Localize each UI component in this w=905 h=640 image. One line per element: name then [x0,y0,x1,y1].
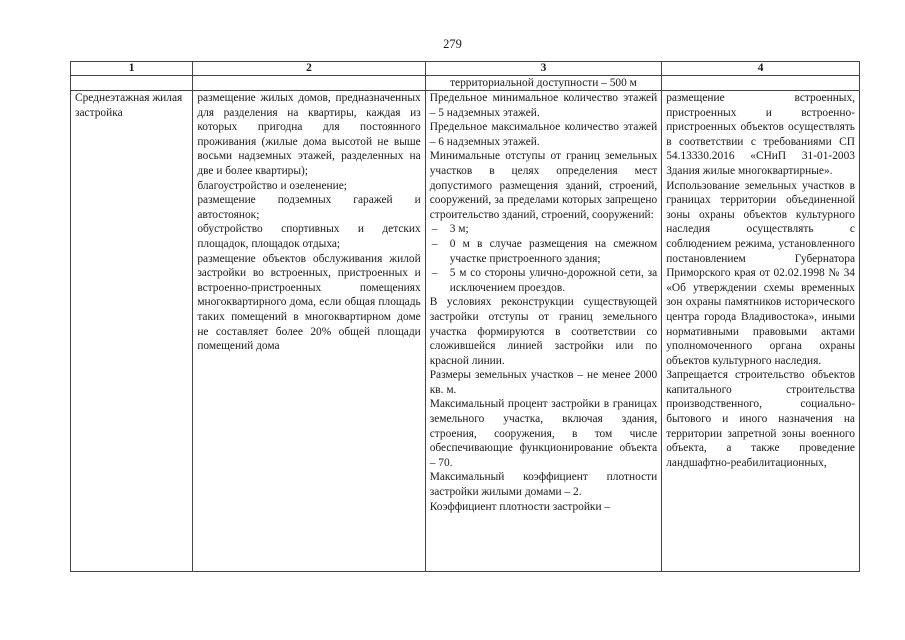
zone-name: Среднеэтажная жилая застройка [75,92,183,119]
page-number: 279 [443,37,462,51]
dash-marker: – [431,237,438,250]
restrictions-cell [662,91,860,572]
dash-marker: – [431,267,438,280]
permitted-use-4: обустройство спортивных и детских площадок, площадок отдыха; [197,223,421,250]
setback-item-text: 0 м в случае размещения на смежном участке пристроенного здания; [449,237,658,265]
continuation-row [71,76,860,91]
parameter-max-coverage: Максимальный процент застройки в границах земельного участка, включая здания, строения, сооружения, в том числе обеспечивающие функционирование объекта – 70. [429,398,658,469]
continuation-text: территориальной доступности – 500 м [450,77,637,89]
setback-item-text: 5 м со стороны улично-дорожной сети, за исключением проездов. [449,267,658,294]
setback-item-text: 3 м; [449,223,469,236]
continuation-cell-1 [71,76,193,91]
setback-item [430,237,657,266]
setback-list [430,222,657,295]
setback-item [430,266,657,295]
setback-item [430,222,657,237]
column-header-4: 4 [662,62,860,76]
restriction-heritage-zone: Использование земельных участков в границах территории объединенной зоны охраны объектов культурного наследия осуществлять с соблюдением режима, установленного постановлением Губернатора Приморского края от 02.02.1998 № 34 «Об утверждении схемы временных зон охраны памятников исторического центра города Владивостока», иными нормативными правовыми актами уполномоченного органа охраны объектов культурного наследия. [666,179,855,367]
parameter-setbacks: Минимальные отступы от границ земельных участков в целях определения мест допустимого размещения зданий, строений, сооружений, за пределами которых запрещено строительство зданий, строений, сооружений: [429,150,658,221]
parameters-cell [425,91,661,572]
permitted-use-1: размещение жилых домов, предназначенных для разделения на квартиры, каждая из которых пригодна для постоянного проживания (жилые дома высотой не выше восьми надземных этажей, разделенных на две и более квартиры); [197,92,421,177]
dash-marker: – [431,223,438,236]
permitted-uses-cell [193,91,425,572]
zone-name-cell [71,91,193,572]
parameter-plot-size: Размеры земельных участков – не менее 2000 кв. м. [429,369,658,396]
parameter-min-floors: Предельное минимальное количество этажей – 5 надземных этажей. [429,92,658,119]
permitted-use-2: благоустройство и озеленение; [197,179,347,192]
parameter-density-residential: Максимальный коэффициент плотности застройки жилыми домами – 2. [429,471,658,499]
zoning-table [70,61,860,572]
continuation-cell-4 [662,76,860,91]
parameter-reconstruction: В условиях реконструкции существующей застройки отступы от границ земельного участка формируются в соответствии со сложившейся линией застройки или по красной линии. [429,296,658,367]
column-header-1: 1 [71,62,193,76]
permitted-use-3: размещение подземных гаражей и автостоянок; [197,194,421,221]
continuation-cell-2 [193,76,425,91]
column-header-3: 3 [425,62,661,76]
zone-row [71,91,860,572]
parameter-density: Коэффициент плотности застройки – [429,500,611,513]
continuation-cell-3 [425,76,661,91]
column-header-2: 2 [193,62,425,76]
table-header-row [71,62,860,76]
restriction-military-zone: Запрещается строительство объектов капитального строительства производственного, социально-бытового и иного назначения на территории запретной зоны военного объекта, а также проведение ландшафтно-реабилитационных, [666,369,855,469]
permitted-use-5: размещение объектов обслуживания жилой застройки во встроенных, пристроенных и встроенно-пристроенных помещениях многоквартирного дома, если общая площадь таких помещений в многоквартирном доме не составляет более 20% общей площади помещений дома [197,252,421,353]
parameter-max-floors: Предельное максимальное количество этажей – 6 надземных этажей. [429,121,658,148]
restriction-embedded-objects: размещение встроенных, пристроенных и встроенно-пристроенных объектов осуществлять в соответствии с требованиями СП 54.13330.2016 «СНиП 31-01-2003 Здания жилые многоквартирные». [666,92,855,177]
